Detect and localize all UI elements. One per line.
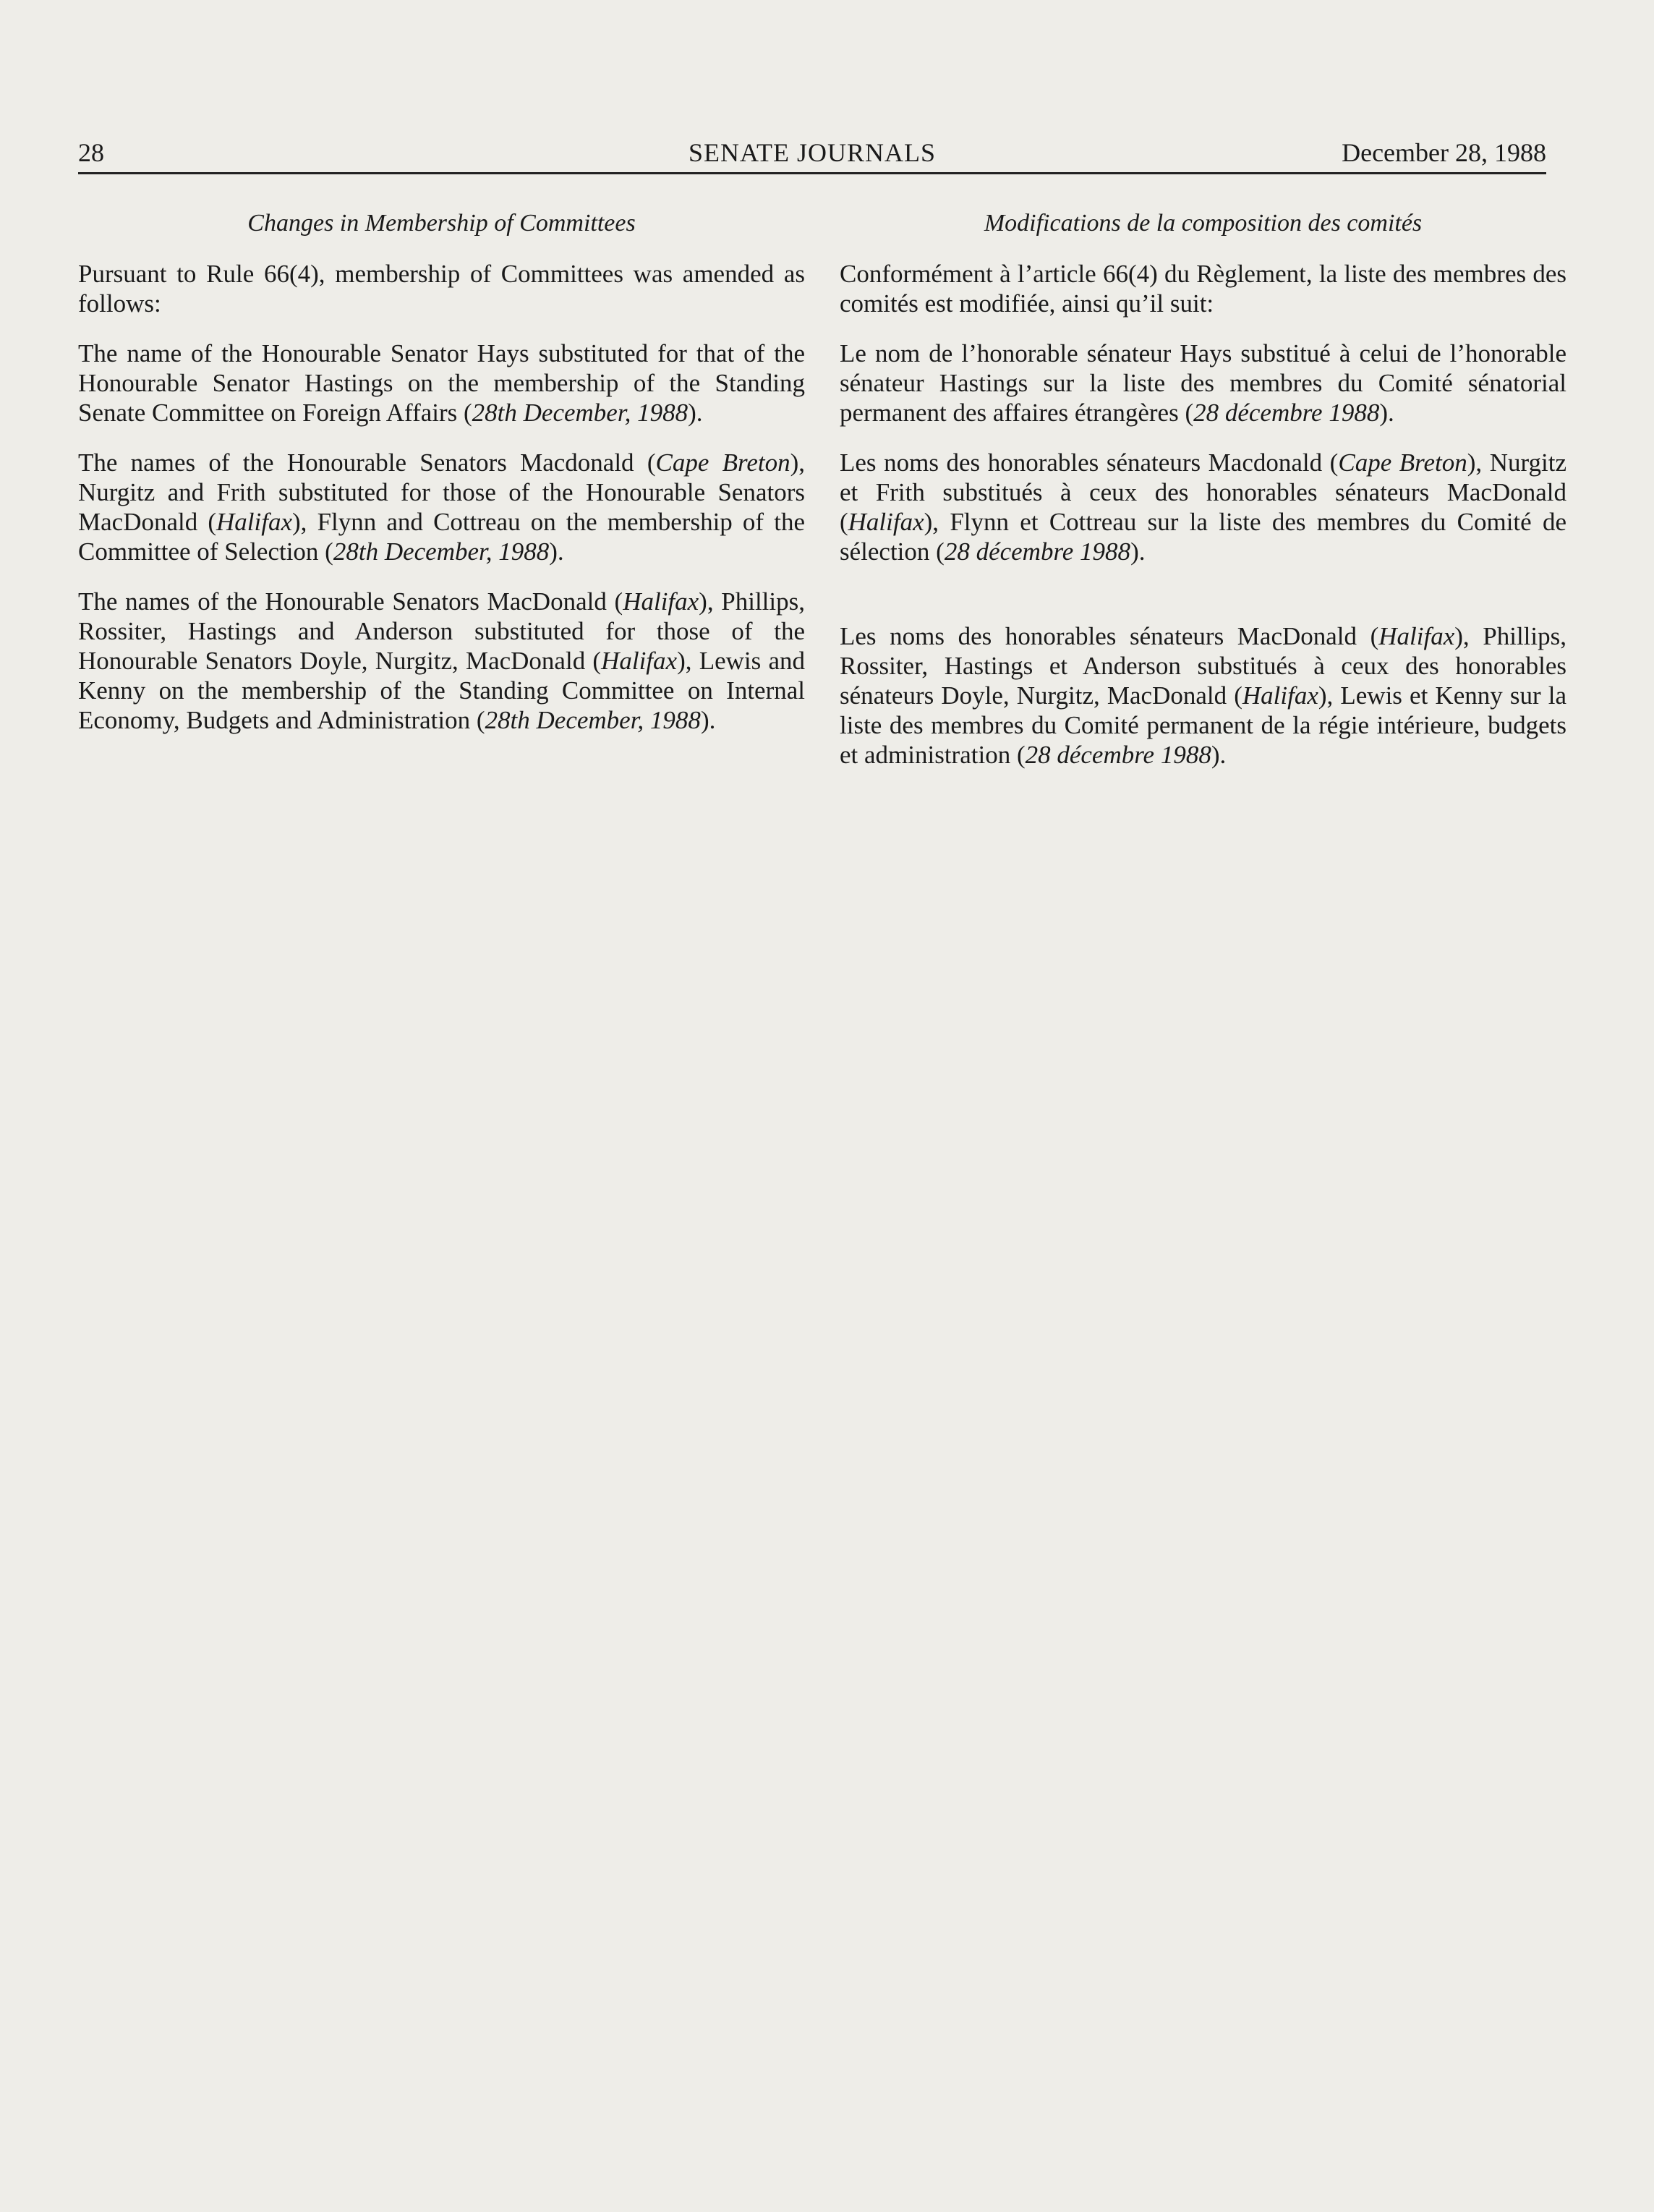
- english-paragraph: The names of the Honourable Senators MacDonald (Halifax), Phillips, Rossiter, Hastings and Anderson substituted for those of the Honourable Senators Doyle, Nurgitz, MacDonald (Halifax), Lewis and Kenny on the membership of the Standing Committee on Internal Economy, Budgets and Administration (28th December, 1988).: [78, 587, 805, 734]
- running-header: [78, 136, 1546, 174]
- french-paragraph: Les noms des honorables sénateurs Macdonald (Cape Breton), Nurgitz et Frith substitués à ceux des honorables sénateurs MacDonald (Halifax), Flynn et Cottreau sur la liste des membres du Comité de sélection (28 décembre 1988).: [840, 448, 1567, 566]
- french-paragraph: Conformément à l’article 66(4) du Règlement, la liste des membres des comités est modifiée, ainsi qu’il suit:: [840, 260, 1566, 318]
- french-paragraph: Le nom de l’honorable sénateur Hays substitué à celui de l’honorable sénateur Hastings sur la liste des membres du Comité sénatorial permanent des affaires étrangères (28 décembre 1988).: [840, 339, 1566, 427]
- page-number: 28: [78, 138, 104, 167]
- paragraph-spacer: [840, 587, 1566, 621]
- french-heading: Modifications de la composition des comités: [984, 210, 1423, 237]
- journal-title: SENATE JOURNALS: [688, 138, 937, 167]
- french-paragraph: Les noms des honorables sénateurs MacDonald (Halifax), Phillips, Rossiter, Hastings et Anderson substitués à ceux des honorables sénateurs Doyle, Nurgitz, MacDonald (Halifax), Lewis et Kenny sur la liste des membres du Comité permanent de la régie intérieure, budgets et administration (28 décembre 1988).: [840, 622, 1567, 769]
- english-paragraph: Pursuant to Rule 66(4), membership of Committees was amended as follows:: [78, 260, 805, 318]
- french-column: [840, 208, 1566, 790]
- english-paragraph: The name of the Honourable Senator Hays substituted for that of the Honourable Senator Hastings on the membership of the Standing Senate Committee on Foreign Affairs (28th December, 1988).: [78, 339, 805, 427]
- english-column: [78, 208, 805, 755]
- english-paragraph: The names of the Honourable Senators Macdonald (Cape Breton), Nurgitz and Frith substituted for those of the Honourable Senators MacDonald (Halifax), Flynn and Cottreau on the membership of the Committee of Selection (28th December, 1988).: [78, 448, 805, 566]
- english-heading: Changes in Membership of Committees: [247, 210, 636, 237]
- journal-date: December 28, 1988: [1342, 138, 1546, 167]
